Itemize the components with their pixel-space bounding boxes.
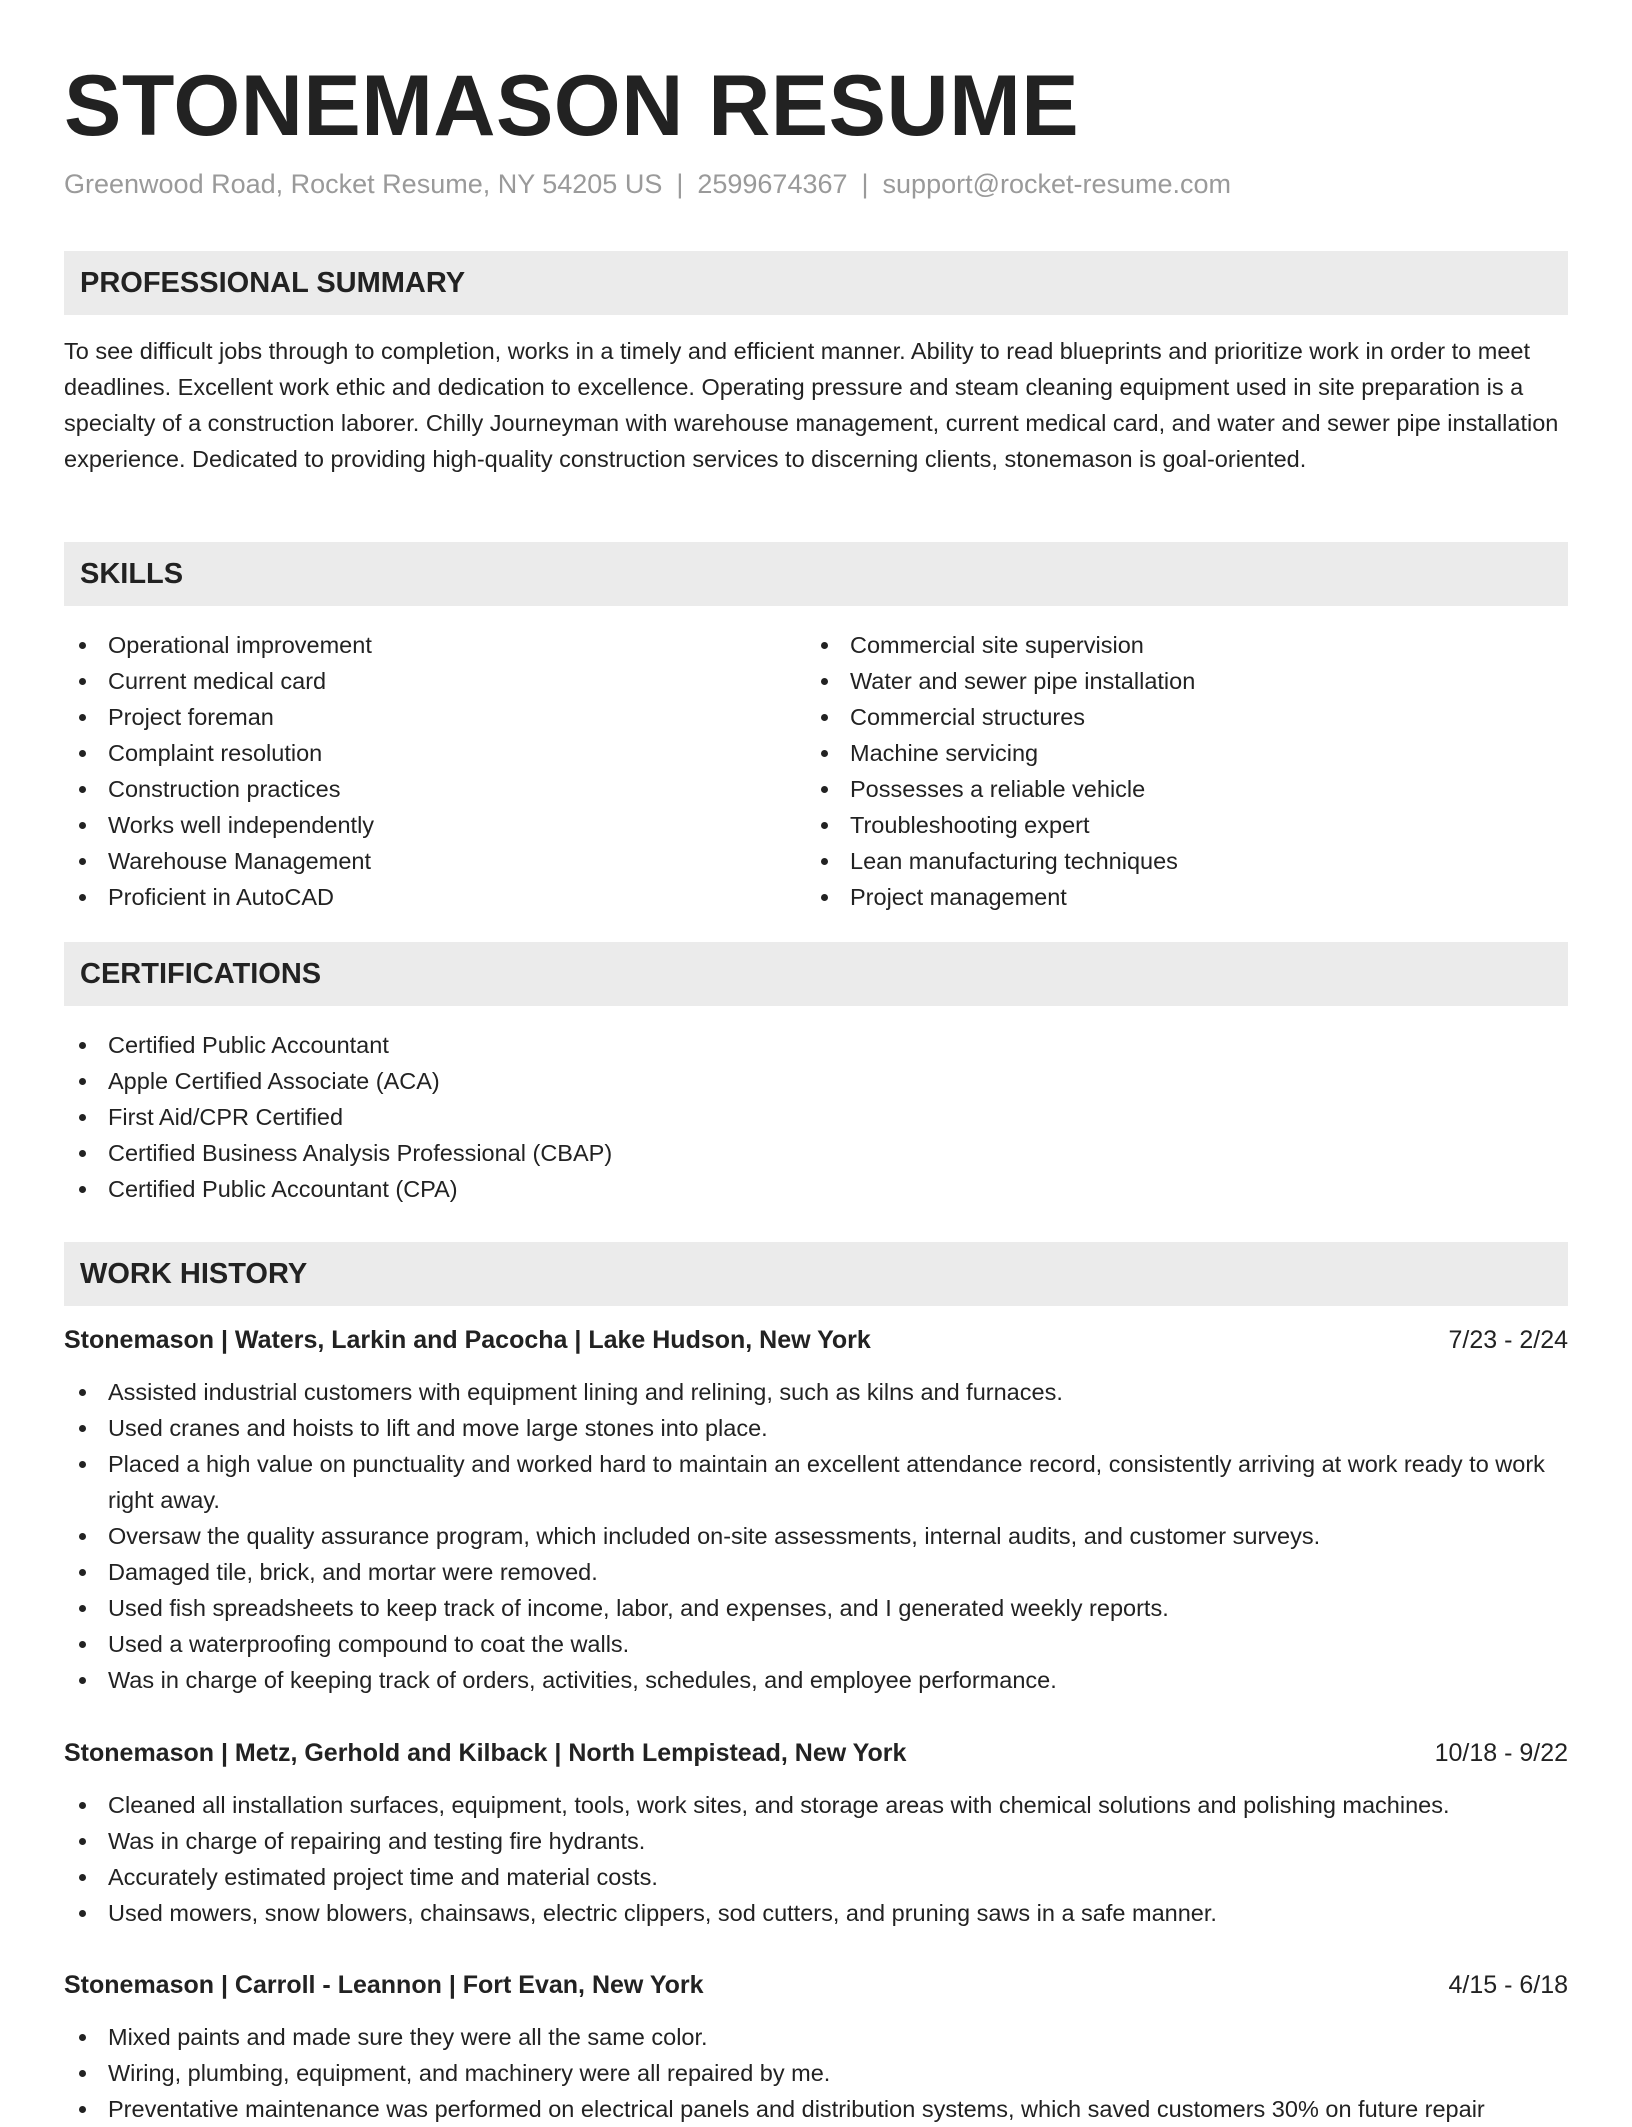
job-bullet: Wiring, plumbing, equipment, and machinery were all repaired by me. xyxy=(64,2055,1568,2091)
skill-item: Proficient in AutoCAD xyxy=(64,879,804,915)
skill-item: Lean manufacturing techniques xyxy=(806,843,1546,879)
certification-item: First Aid/CPR Certified xyxy=(64,1099,1568,1135)
job-bullets xyxy=(64,1787,1568,1931)
job-title: Stonemason | Waters, Larkin and Pacocha | Lake Hudson, New York xyxy=(64,1326,871,1354)
job-entry xyxy=(64,1735,1568,1931)
contact-separator: | xyxy=(861,169,869,199)
job-dates: 10/18 - 9/22 xyxy=(1434,1739,1568,1767)
contact-line xyxy=(64,166,1231,202)
contact-phone: 2599674367 xyxy=(697,169,848,199)
job-bullets xyxy=(64,2019,1568,2127)
job-entry xyxy=(64,1967,1568,2127)
skill-item: Possesses a reliable vehicle xyxy=(806,771,1546,807)
skill-item: Complaint resolution xyxy=(64,735,804,771)
skill-item: Water and sewer pipe installation xyxy=(806,663,1546,699)
job-bullet: Cleaned all installation surfaces, equipment, tools, work sites, and storage areas with chemical solutions and polishing machines. xyxy=(64,1787,1568,1823)
job-bullet: Oversaw the quality assurance program, which included on-site assessments, internal audits, and customer surveys. xyxy=(64,1518,1568,1554)
contact-separator: | xyxy=(676,169,684,199)
contact-email: support@rocket-resume.com xyxy=(882,169,1232,199)
job-title: Stonemason | Carroll - Leannon | Fort Evan, New York xyxy=(64,1971,704,1999)
job-bullet: Preventative maintenance was performed on electrical panels and distribution systems, which saved customers 30% on future repair xyxy=(64,2091,1568,2127)
job-header xyxy=(64,1967,1568,2003)
skill-item: Machine servicing xyxy=(806,735,1546,771)
certification-item: Certified Public Accountant xyxy=(64,1027,1568,1063)
job-bullet: Was in charge of repairing and testing fire hydrants. xyxy=(64,1823,1568,1859)
skill-item: Operational improvement xyxy=(64,627,804,663)
skill-item: Works well independently xyxy=(64,807,804,843)
job-bullet: Used mowers, snow blowers, chainsaws, electric clippers, sod cutters, and pruning saws in a safe manner. xyxy=(64,1895,1568,1931)
job-bullets xyxy=(64,1374,1568,1698)
summary-text: To see difficult jobs through to completion, works in a timely and efficient manner. Ability to read blueprints and prioritize work in order to meet deadlines. Excellent work ethic and dedication to excellence. Operating pressure and steam cleaning equipment used in site preparation is a specialty of a construction laborer. Chilly Journeyman with warehouse management, current medical card, and water and sewer pipe installation experience. Dedicated to providing high-quality construction services to discerning clients, stonemason is goal-oriented. xyxy=(64,338,1559,472)
job-bullet: Used a waterproofing compound to coat the walls. xyxy=(64,1626,1568,1662)
skills-list-right xyxy=(806,627,1546,915)
skill-item: Project management xyxy=(806,879,1546,915)
job-dates: 4/15 - 6/18 xyxy=(1448,1971,1568,1999)
section-header-skills: SKILLS xyxy=(64,542,1568,606)
job-header xyxy=(64,1735,1568,1771)
certification-item: Apple Certified Associate (ACA) xyxy=(64,1063,1568,1099)
job-bullet: Accurately estimated project time and material costs. xyxy=(64,1859,1568,1895)
skill-item: Warehouse Management xyxy=(64,843,804,879)
contact-address: Greenwood Road, Rocket Resume, NY 54205 US xyxy=(64,169,663,199)
job-bullet: Assisted industrial customers with equipment lining and relining, such as kilns and furnaces. xyxy=(64,1374,1568,1410)
skill-item: Commercial site supervision xyxy=(806,627,1546,663)
section-header-summary: PROFESSIONAL SUMMARY xyxy=(64,251,1568,315)
job-bullet: Damaged tile, brick, and mortar were removed. xyxy=(64,1554,1568,1590)
job-bullet: Placed a high value on punctuality and worked hard to maintain an excellent attendance record, consistently arriving at work ready to work right away. xyxy=(64,1446,1568,1518)
job-bullet: Used fish spreadsheets to keep track of income, labor, and expenses, and I generated weekly reports. xyxy=(64,1590,1568,1626)
certification-item: Certified Business Analysis Professional (CBAP) xyxy=(64,1135,1568,1171)
certifications-list xyxy=(64,1027,1568,1207)
job-dates: 7/23 - 2/24 xyxy=(1448,1326,1568,1354)
section-header-work-history: WORK HISTORY xyxy=(64,1242,1568,1306)
skill-item: Current medical card xyxy=(64,663,804,699)
job-header xyxy=(64,1322,1568,1358)
resume-title: STONEMASON RESUME xyxy=(64,58,1080,154)
skill-item: Commercial structures xyxy=(806,699,1546,735)
certification-item: Certified Public Accountant (CPA) xyxy=(64,1171,1568,1207)
job-bullet: Was in charge of keeping track of orders, activities, schedules, and employee performance. xyxy=(64,1662,1568,1698)
skills-list-left xyxy=(64,627,804,915)
job-bullet: Used cranes and hoists to lift and move large stones into place. xyxy=(64,1410,1568,1446)
skill-item: Construction practices xyxy=(64,771,804,807)
job-bullet: Mixed paints and made sure they were all the same color. xyxy=(64,2019,1568,2055)
section-header-certifications: CERTIFICATIONS xyxy=(64,942,1568,1006)
skill-item: Project foreman xyxy=(64,699,804,735)
skill-item: Troubleshooting expert xyxy=(806,807,1546,843)
job-title: Stonemason | Metz, Gerhold and Kilback | North Lempistead, New York xyxy=(64,1739,907,1767)
job-entry xyxy=(64,1322,1568,1698)
